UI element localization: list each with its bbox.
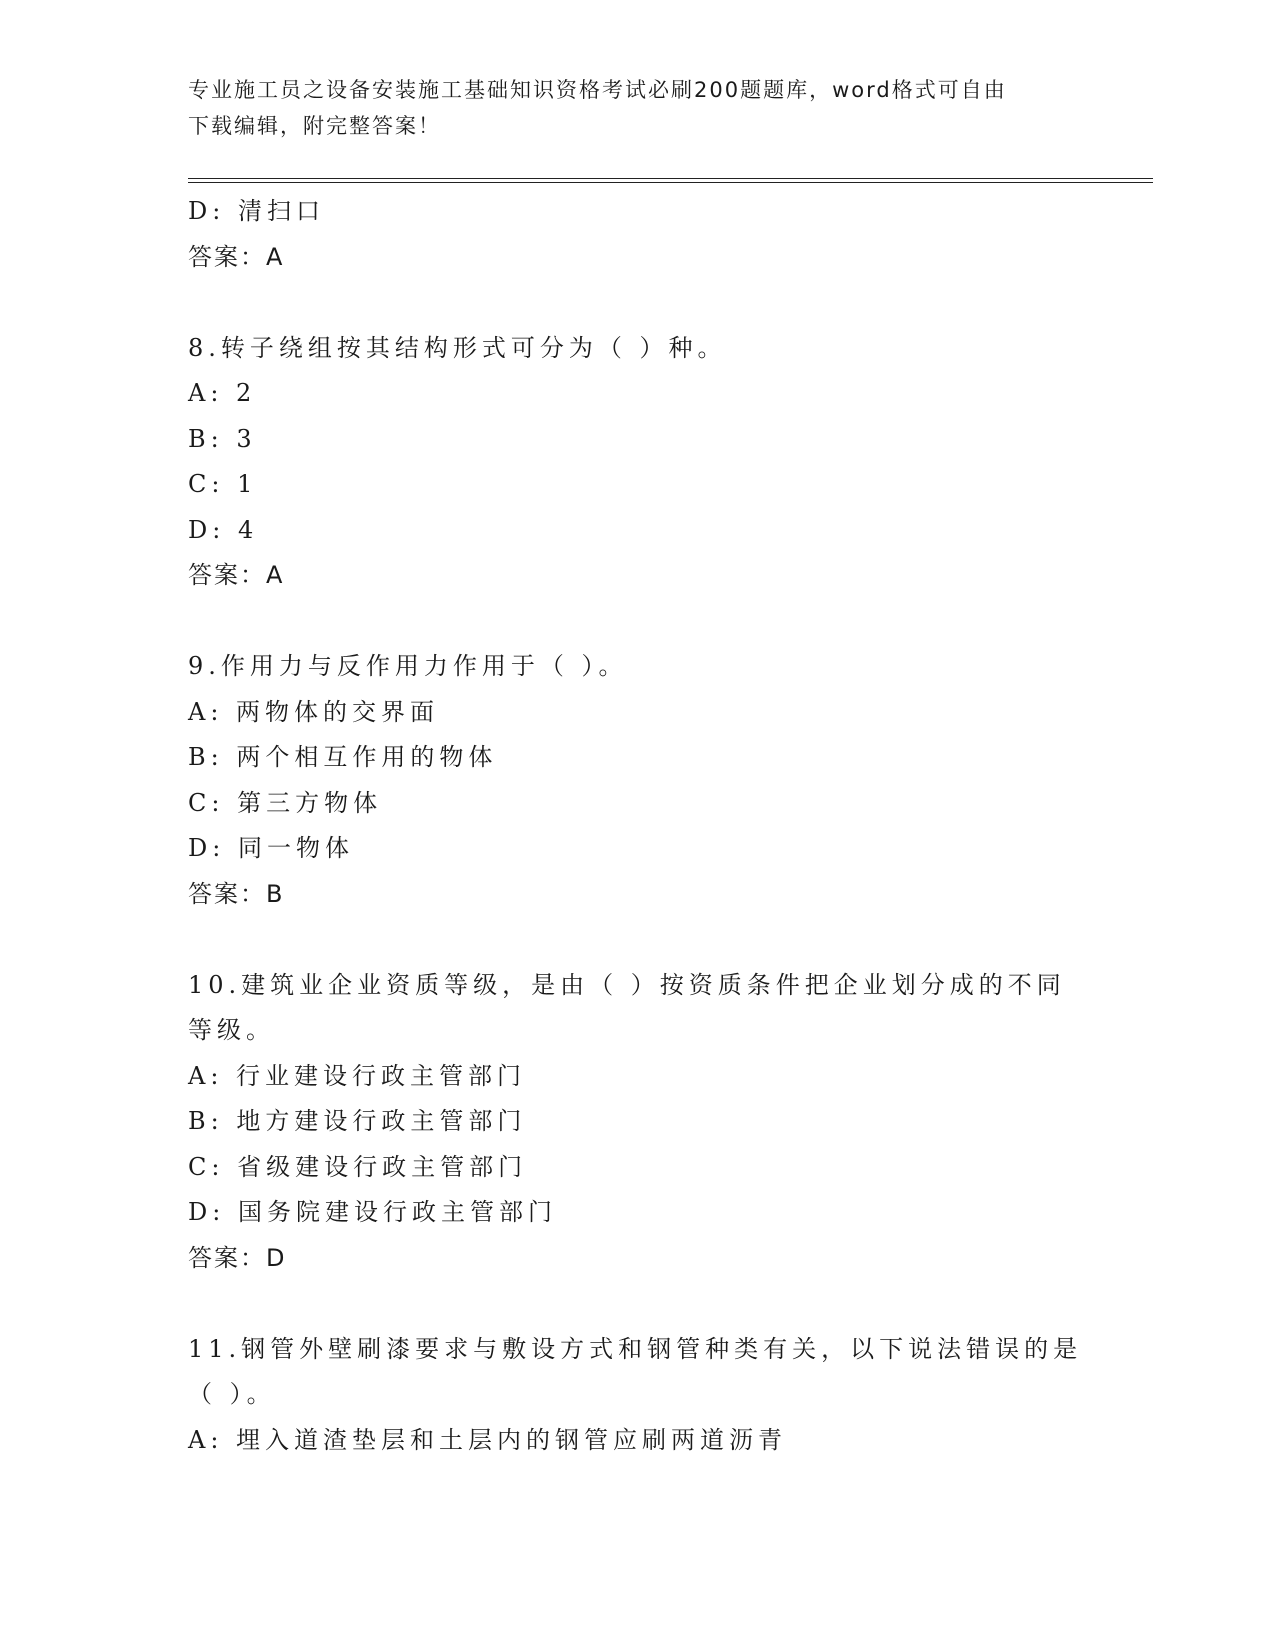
spacer [188, 599, 1088, 645]
option-b: B: 两个相互作用的物体 [188, 743, 498, 771]
option-b: B: 地方建设行政主管部门 [188, 1107, 527, 1135]
question-stem: 11.钢管外壁刷漆要求与敷设方式和钢管种类有关，以下说法错误的是 [188, 1334, 1083, 1363]
spacer [188, 917, 1088, 963]
option-d: D: 同一物体 [188, 834, 354, 862]
question-stem: 10.建筑业企业资质等级，是由（ ）按资质条件把企业划分成的不同 [188, 970, 1066, 999]
question-11 [188, 1327, 1088, 1464]
question-9 [188, 644, 1088, 917]
option-a: A: 两物体的交界面 [188, 697, 440, 726]
question-stem: 9.作用力与反作用力作用于（ ）。 [188, 652, 628, 680]
answer: 答案：B [188, 879, 285, 908]
option-d: D: 国务院建设行政主管部门 [188, 1198, 557, 1226]
question-list [188, 189, 1088, 1463]
spacer [188, 1281, 1088, 1327]
option-c: C: 1 [188, 470, 258, 498]
header-double-rule [188, 178, 1153, 183]
option-c: C: 第三方物体 [188, 788, 383, 817]
option-a: A: 埋入道渣垫层和土层内的钢管应刷两道沥青 [188, 1425, 788, 1454]
question-10 [188, 963, 1088, 1282]
page-header [188, 72, 1088, 144]
header-line-1: 专业施工员之设备安装施工基础知识资格考试必刷200题题库，word格式可自由 [188, 78, 1007, 102]
answer: 答案：A [188, 561, 285, 589]
prev-answer: 答案：A [188, 242, 285, 271]
option-b: B: 3 [188, 424, 257, 453]
option-d: D: 4 [188, 515, 259, 544]
question-8 [188, 326, 1088, 599]
question-stem-continued: 等级。 [188, 1016, 275, 1044]
question-stem: 8.转子绕组按其结构形式可分为（ ）种。 [188, 333, 727, 362]
question-stem-continued: （ ）。 [188, 1380, 276, 1408]
spacer [188, 280, 1088, 326]
prev-option-d: D: 清扫口 [188, 197, 325, 225]
header-line-2: 下载编辑，附完整答案！ [188, 114, 441, 138]
answer: 答案：D [188, 1243, 287, 1272]
option-c: C: 省级建设行政主管部门 [188, 1152, 528, 1181]
option-a: A: 2 [188, 379, 257, 407]
option-a: A: 行业建设行政主管部门 [188, 1061, 527, 1090]
